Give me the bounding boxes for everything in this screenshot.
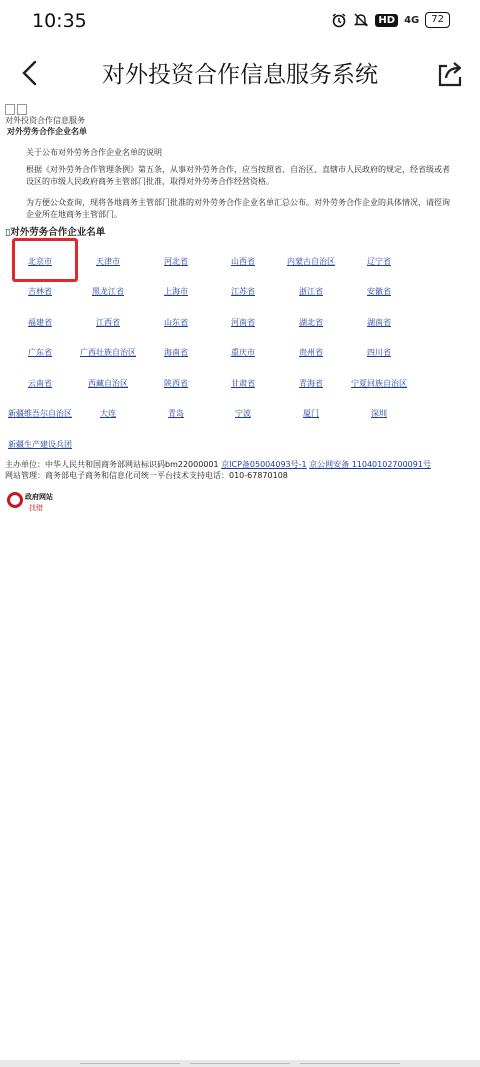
icp-link[interactable]: 京ICP备05004093号-1 [221, 460, 307, 469]
region-row [0, 286, 480, 304]
region-link[interactable]: 甘肃省 [231, 379, 255, 388]
footer-host: 主办单位：中华人民共和国商务部网站标识码bm22000001 [5, 460, 222, 469]
region-link[interactable]: 新疆维吾尔自治区 [8, 409, 72, 418]
magnifier-icon [7, 492, 23, 508]
footer-line-2: 网站管理：商务部电子商务和信息化司统一平台技术支持电话：010-67870108 [5, 471, 288, 480]
region-link[interactable]: 四川省 [367, 348, 391, 357]
alarm-icon [331, 12, 347, 28]
hd-badge: HD [375, 14, 398, 27]
region-row [0, 439, 480, 457]
region-link[interactable]: 河南省 [231, 318, 255, 327]
back-chevron-icon[interactable] [18, 58, 42, 88]
signal-4g-icon: 4G [404, 14, 420, 26]
scroll-indicator [80, 1063, 180, 1064]
region-row [0, 408, 480, 426]
region-link[interactable]: 西藏自治区 [88, 379, 128, 388]
notice-paragraph-1: 根据《对外劳务合作管理条例》第五条，从事对外劳务合作，应当按照省、自治区、直辖市人民政府的规定，经省级或者设区的市级人民政府商务主管部门批准，取得对外劳务合作经营资格。 [26, 165, 450, 186]
broken-logo-images [5, 104, 27, 115]
region-link[interactable]: 湖北省 [299, 318, 323, 327]
list-title-text: 对外劳务合作企业名单 [10, 227, 106, 238]
region-link[interactable]: 新疆生产建设兵团 [8, 440, 72, 449]
region-link[interactable]: 浙江省 [299, 287, 323, 296]
region-link[interactable]: 青海省 [299, 379, 323, 388]
region-link[interactable]: 吉林省 [28, 287, 52, 296]
scroll-indicator [190, 1063, 290, 1064]
region-link[interactable]: 上海市 [164, 287, 188, 296]
broken-image-icon [17, 104, 27, 115]
gov-logo-line2: 找错 [29, 504, 43, 512]
region-link[interactable]: 内蒙古自治区 [287, 257, 335, 266]
region-link[interactable]: 福建省 [28, 318, 52, 327]
region-link[interactable]: 青岛 [168, 409, 184, 418]
region-link[interactable]: 贵州省 [299, 348, 323, 357]
region-link[interactable]: 海南省 [164, 348, 188, 357]
region-link[interactable]: 天津市 [96, 257, 120, 266]
region-link[interactable]: 厦门 [303, 409, 319, 418]
gov-site-error-report-logo[interactable] [7, 490, 59, 516]
footer-line-1 [5, 459, 431, 470]
status-icons [331, 12, 450, 28]
region-link[interactable]: 宁夏回族自治区 [351, 379, 407, 388]
region-link[interactable]: 河北省 [164, 257, 188, 266]
share-icon[interactable] [436, 60, 464, 88]
region-link[interactable]: 山东省 [164, 318, 188, 327]
notice-title: 关于公布对外劳务合作企业名单的说明 [26, 148, 162, 157]
status-bar [0, 0, 480, 44]
region-link[interactable]: 深圳 [371, 409, 387, 418]
region-link[interactable]: 大连 [100, 409, 116, 418]
mute-icon [353, 12, 369, 28]
battery-icon: 72 [425, 12, 450, 28]
region-link[interactable]: 湖南省 [367, 318, 391, 327]
region-link[interactable]: 江西省 [96, 318, 120, 327]
police-record-link[interactable]: 京公网安备 11040102700091号 [309, 460, 431, 469]
bottom-gesture-bar [0, 1060, 480, 1067]
list-title [5, 224, 105, 238]
footer [5, 459, 431, 481]
region-link[interactable]: 山西省 [231, 257, 255, 266]
site-name: 对外投资合作信息服务 [5, 116, 85, 125]
region-link[interactable]: 重庆市 [231, 348, 255, 357]
region-link[interactable]: 安徽省 [367, 287, 391, 296]
gov-logo-line1: 政府网站 [25, 493, 53, 501]
region-row [0, 378, 480, 396]
list-title-prefix: ▯ [5, 227, 11, 238]
section-subtitle: 对外劳务合作企业名单 [7, 127, 87, 136]
region-link[interactable]: 辽宁省 [367, 257, 391, 266]
region-link[interactable]: 黑龙江省 [92, 287, 124, 296]
region-link[interactable]: 广西壮族自治区 [80, 348, 136, 357]
page-title: 对外投资合作信息服务系统 [102, 62, 378, 88]
selection-highlight-box [12, 238, 78, 282]
notice-paragraph-2: 为方便公众查询，现将各地商务主管部门批准的对外劳务合作企业名单汇总公布。对外劳务合作企业的具体情况，请徑询企业所在地商务主管部门。 [26, 198, 450, 219]
region-link[interactable]: 宁波 [235, 409, 251, 418]
status-time: 10:35 [32, 10, 87, 32]
region-row [0, 347, 480, 365]
broken-image-icon [5, 104, 15, 115]
region-link[interactable]: 北京市 [28, 257, 52, 266]
title-bar [0, 44, 480, 102]
region-link[interactable]: 云南省 [28, 379, 52, 388]
region-link[interactable]: 陕西省 [164, 379, 188, 388]
region-link[interactable]: 广东省 [28, 348, 52, 357]
region-row [0, 317, 480, 335]
region-link[interactable]: 江苏省 [231, 287, 255, 296]
scroll-indicator [300, 1063, 400, 1064]
